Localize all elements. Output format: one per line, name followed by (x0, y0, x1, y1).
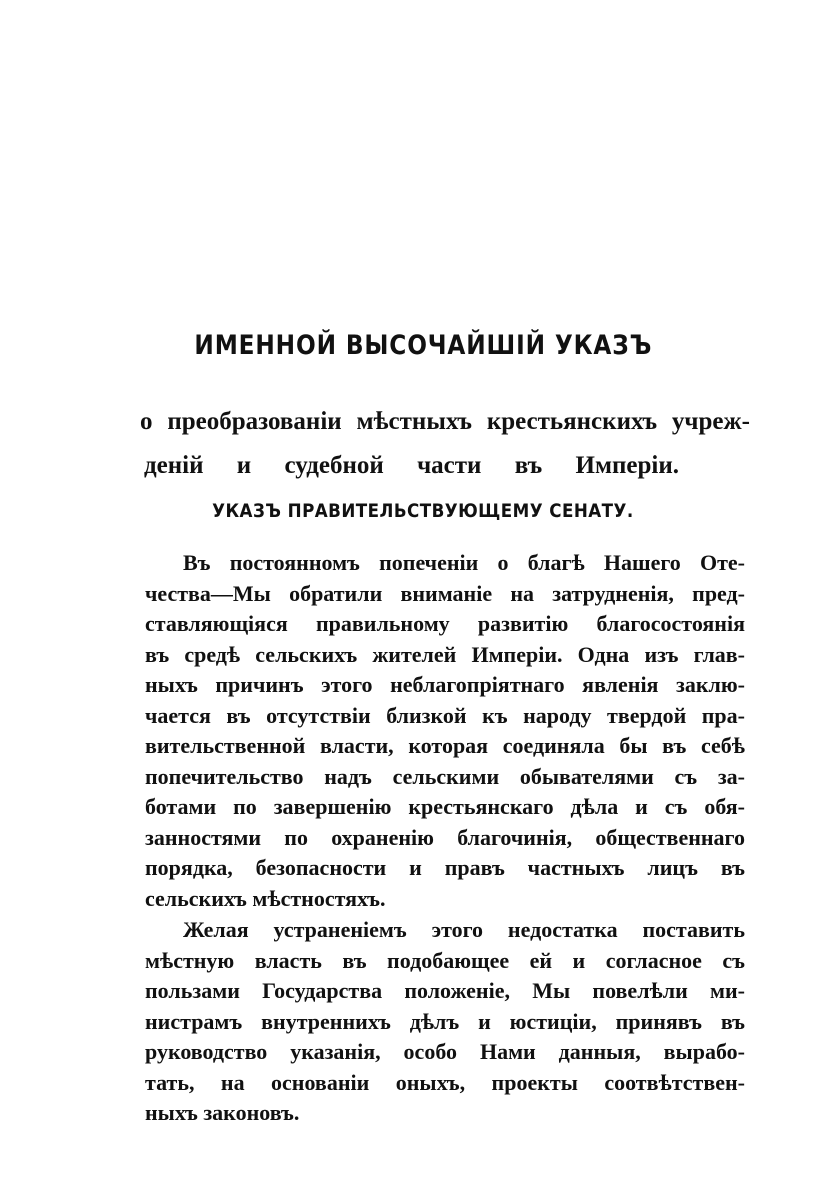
text-line: сельскихъ мѣстностяхъ. (145, 885, 386, 911)
text-line: вительственной власти, которая соединяла бы въ себѣ (145, 733, 745, 758)
text-line: мѣстную власть въ подобающее ей и согласное съ (145, 947, 745, 973)
subtitle-line: деній и судебной части въ Имперіи. (144, 452, 679, 479)
text-line: тать, на основаніи оныхъ, проекты соотвѣтствен- (145, 1069, 745, 1095)
text-line: попечительство надъ сельскими обывателями съ за- (145, 763, 745, 789)
text-line: порядка, безопасности и правъ частныхъ лицъ въ (145, 855, 745, 880)
document-title: ИМЕННОЙ ВЫСОЧАЙШІЙ УКАЗЪ (194, 330, 653, 361)
body-text (145, 548, 745, 1129)
text-line: ставляющіяся правильному развитію благосостоянія (145, 611, 745, 636)
paragraph-2 (145, 915, 745, 1129)
text-line: руководство указанія, особо Нами данныя, вырабо- (145, 1039, 745, 1064)
text-line: чества—Мы обратили вниманіе на затрудненія, пред- (145, 580, 745, 606)
text-line: ныхъ причинъ этого неблагопріятнаго явленія заклю- (145, 672, 745, 697)
document-subtitle (140, 400, 750, 488)
paragraph-1 (145, 548, 745, 914)
subtitle-line: о преобразованіи мѣстныхъ крестьянскихъ учреж- (140, 408, 750, 435)
text-line: Желая устраненіемъ этого недостатка поставить (183, 917, 745, 942)
text-line: Въ постоянномъ попеченіи о благѣ Нашего Оте- (183, 550, 745, 575)
text-line: чается въ отсутствіи близкой къ народу твердой пра- (145, 702, 745, 728)
text-line: пользами Государства положеніе, Мы повелѣли ми- (145, 978, 745, 1003)
section-heading: УКАЗЪ ПРАВИТЕЛЬСТВУЮЩЕМУ СЕНАТУ. (212, 500, 634, 522)
text-line: ботами по завершенію крестьянскаго дѣла и съ обя- (145, 794, 745, 819)
text-line: ныхъ законовъ. (145, 1100, 300, 1125)
text-line: въ средѣ сельскихъ жителей Имперіи. Одна изъ глав- (145, 641, 745, 667)
text-line: нистрамъ внутреннихъ дѣлъ и юстиціи, принявъ въ (145, 1008, 745, 1034)
text-line: занностями по охраненію благочинія, общественнаго (145, 824, 745, 850)
